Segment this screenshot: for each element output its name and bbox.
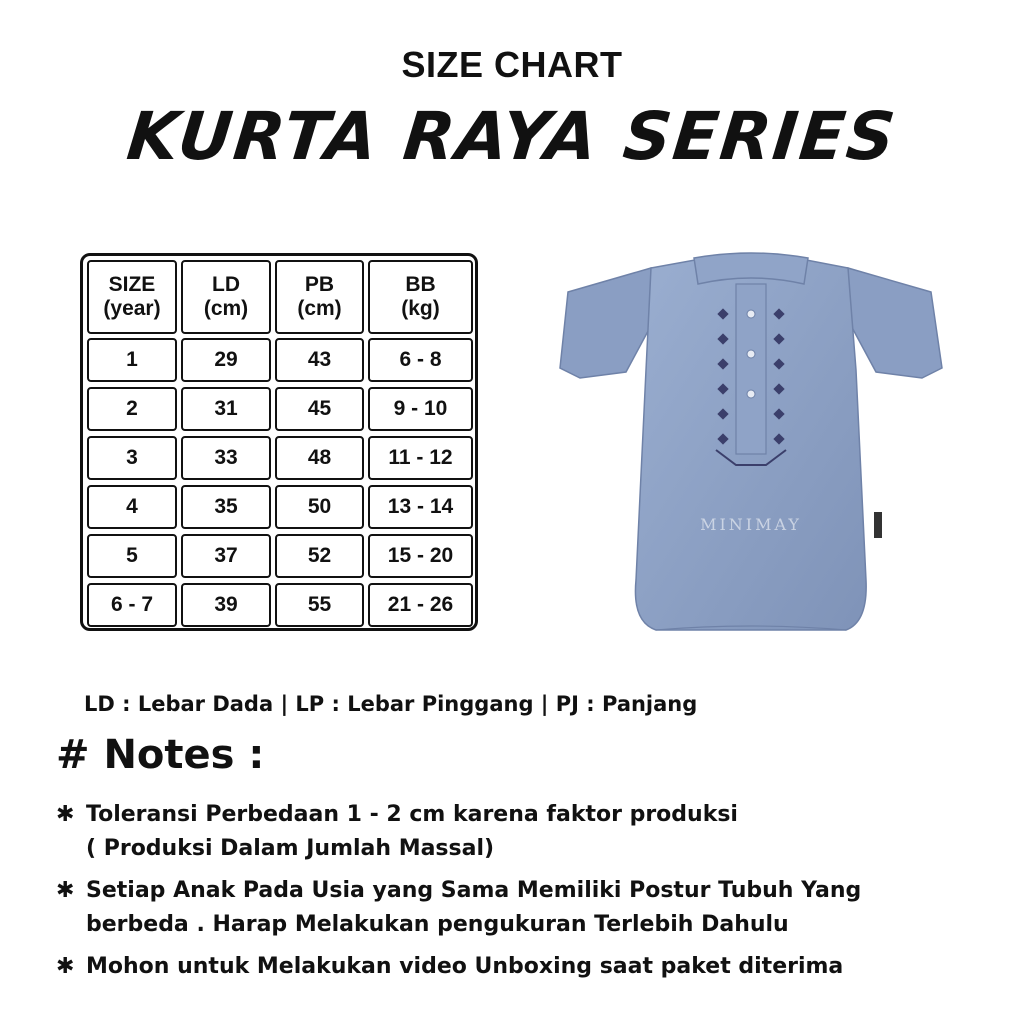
table-cell-pb: 45 xyxy=(275,387,364,431)
table-cell-pb: 48 xyxy=(275,436,364,480)
table-cell-bb: 11 - 12 xyxy=(368,436,473,480)
table-cell-pb: 43 xyxy=(275,338,364,382)
table-cell-ld: 29 xyxy=(181,338,271,382)
table-cell-size: 2 xyxy=(87,387,177,431)
table-cell-ld: 37 xyxy=(181,534,271,578)
table-cell-bb: 15 - 20 xyxy=(368,534,473,578)
table-cell-bb: 13 - 14 xyxy=(368,485,473,529)
table-cell-size: 5 xyxy=(87,534,177,578)
table-cell-pb: 52 xyxy=(275,534,364,578)
header-cell-size: SIZE (year) xyxy=(87,260,177,334)
table-cell-ld: 33 xyxy=(181,436,271,480)
table-cell-bb: 6 - 8 xyxy=(368,338,473,382)
size-chart-title: SIZE CHART xyxy=(401,44,623,85)
size-table xyxy=(80,253,478,631)
header-cell-pb: PB (cm) xyxy=(275,260,364,334)
shirt-image xyxy=(556,250,946,640)
note-text: ( Produksi Dalam Jumlah Massal) xyxy=(86,836,495,861)
table-cell-size: 3 xyxy=(87,436,177,480)
note-text: berbeda . Harap Melakukan pengukuran Terlebih Dahulu xyxy=(86,912,789,937)
table-cell-pb: 55 xyxy=(275,583,364,627)
table-cell-bb: 21 - 26 xyxy=(368,583,473,627)
abbreviation-legend: LD : Lebar Dada | LP : Lebar Pinggang | PJ : Panjang xyxy=(84,692,698,716)
table-cell-pb: 50 xyxy=(275,485,364,529)
notes-title: # Notes : xyxy=(56,732,265,778)
note-text: Setiap Anak Pada Usia yang Sama Memiliki Postur Tubuh Yang xyxy=(86,878,862,903)
series-title: KURTA RAYA SERIES xyxy=(123,98,901,175)
table-cell-bb: 9 - 10 xyxy=(368,387,473,431)
note-text: Toleransi Perbedaan 1 - 2 cm karena faktor produksi xyxy=(86,802,738,827)
table-cell-ld: 39 xyxy=(181,583,271,627)
watermark: MINIMAY xyxy=(700,515,802,534)
asterisk-icon: ✱ xyxy=(56,878,75,903)
header-cell-ld: LD (cm) xyxy=(181,260,271,334)
table-cell-ld: 35 xyxy=(181,485,271,529)
table-cell-size: 1 xyxy=(87,338,177,382)
table-cell-size: 6 - 7 xyxy=(87,583,177,627)
note-text: Mohon untuk Melakukan video Unboxing saat paket diterima xyxy=(86,954,844,979)
asterisk-icon: ✱ xyxy=(56,802,75,827)
table-cell-size: 4 xyxy=(87,485,177,529)
table-cell-ld: 31 xyxy=(181,387,271,431)
header-cell-bb: BB (kg) xyxy=(368,260,473,334)
asterisk-icon: ✱ xyxy=(56,954,75,979)
